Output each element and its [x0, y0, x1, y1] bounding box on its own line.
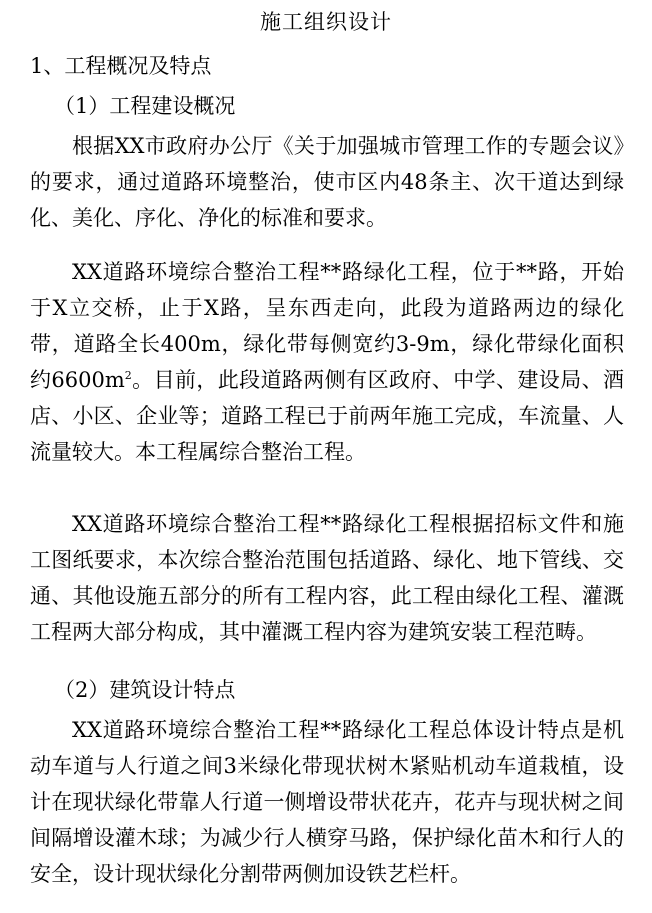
document-title: 施工组织设计: [260, 10, 392, 34]
paragraph-design-features: XX道路环境综合整治工程**路绿化工程总体设计特点是机动车道与人行道之间3米绿化带现状树木紧贴机动车道栽植，设计在现状绿化带靠人行道一侧增设带状花卉，花卉与现状树之间间隔增设灌木球；为减少行人横穿马路，保护绿化苗木和行人的安全，设计现状绿化分割带两侧加设铁艺栏杆。: [30, 718, 624, 886]
area-unit-superscript: 2: [124, 369, 132, 382]
subsection-heading-2: （2）建筑设计特点: [54, 678, 236, 702]
subsection-heading-1: （1）工程建设概况: [54, 94, 236, 118]
section-heading-1: 1、工程概况及特点: [30, 54, 212, 78]
paragraph-project-location: [30, 254, 624, 470]
paragraph-project-scope: XX道路环境综合整治工程**路绿化工程根据招标文件和施工图纸要求，本次综合整治范围包括道路、绿化、地下管线、交通、其他设施五部分的所有工程内容，此工程由绿化工程、灌溉工程两大部分构成，其中灌溉工程内容为建筑安装工程范畴。: [30, 512, 624, 644]
paragraph-text-part: XX道路环境综合整治工程**路绿化工程，位于**路，开始于X立交桥，止于X路，呈东西走向，此段为道路两边的绿化带，道路全长400m，绿化带每侧宽约3-9m，绿化带绿化面积约6600m: [30, 260, 624, 392]
paragraph-project-background: 根据XX市政府办公厅《关于加强城市管理工作的专题会议》的要求，通过道路环境整治，使市区内48条主、次干道达到绿化、美化、序化、净化的标准和要求。: [30, 134, 624, 230]
paragraph-text-part: 。目前，此段道路两侧有区政府、中学、建设局、酒店、小区、企业等；道路工程已于前两年施工完成，车流量、人流量较大。本工程属综合整治工程。: [30, 368, 625, 464]
